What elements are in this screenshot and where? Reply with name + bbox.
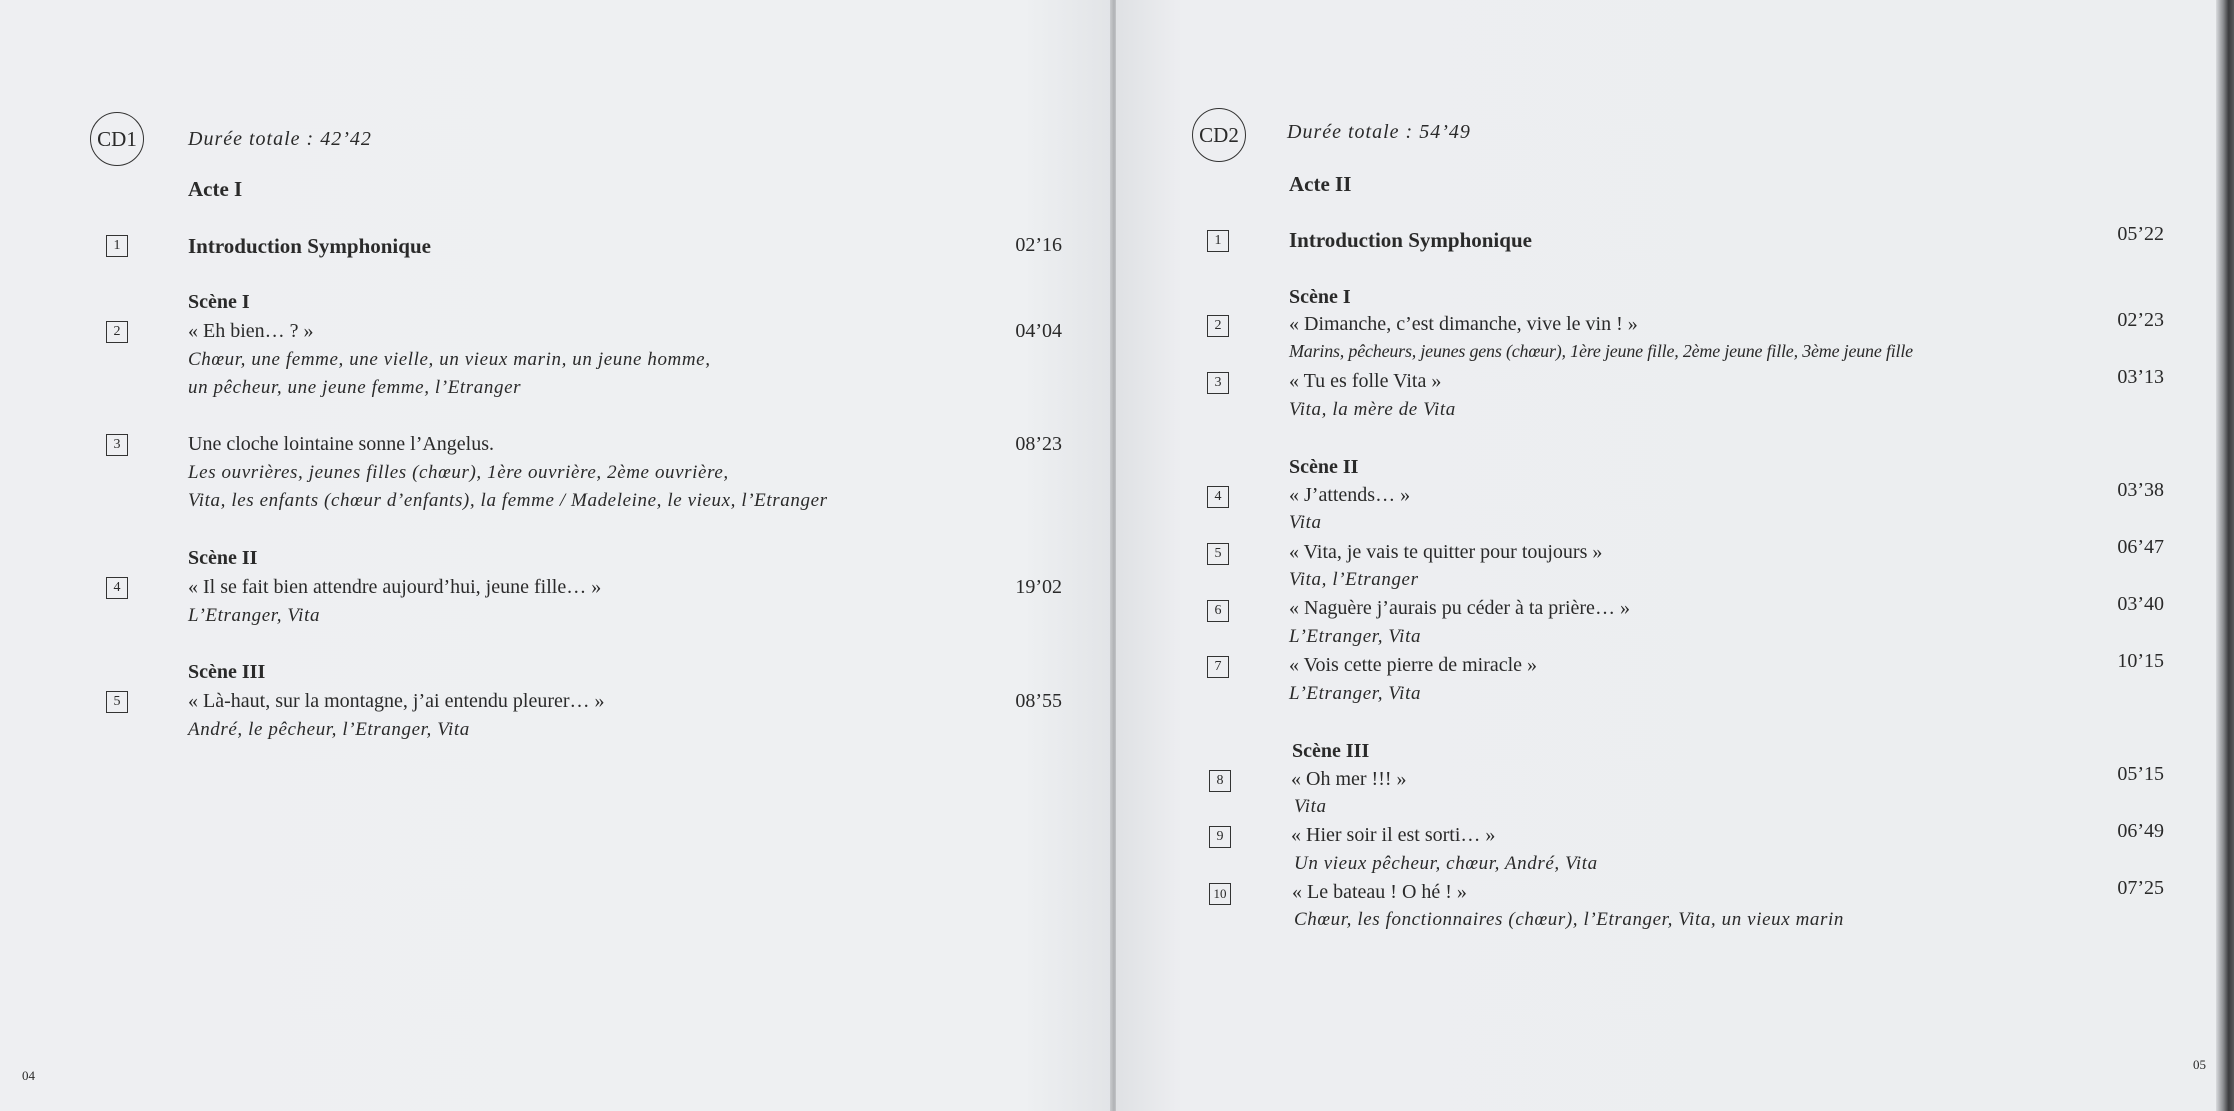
track-title: « Là-haut, sur la montagne, j’ai entendu pleurer… »	[188, 690, 605, 712]
scene-heading: Scène III	[188, 661, 266, 683]
track-title: « Le bateau ! O hé ! »	[1292, 881, 1467, 903]
track-number: 9	[1209, 826, 1231, 848]
page-number: 05	[2193, 1057, 2206, 1072]
track-title: « Dimanche, c’est dimanche, vive le vin ! »	[1289, 313, 1638, 335]
cd1-badge: CD1	[90, 112, 144, 166]
track-time: 03’38	[2117, 479, 2164, 501]
track-time: 02’16	[1015, 234, 1062, 256]
track-cast: L’Etranger, Vita	[188, 605, 321, 626]
track-title: « J’attends… »	[1289, 484, 1411, 506]
track-cast: Chœur, une femme, une vielle, un vieux marin, un jeune homme,	[188, 349, 711, 370]
track-cast: Les ouvrières, jeunes filles (chœur), 1ère ouvrière, 2ème ouvrière,	[188, 462, 729, 483]
track-number: 1	[106, 235, 128, 257]
scene-heading: Scène III	[1292, 740, 1370, 762]
track-number: 4	[106, 577, 128, 599]
track-title: Une cloche lointaine sonne l’Angelus.	[188, 433, 495, 455]
track-cast: André, le pêcheur, l’Etranger, Vita	[188, 719, 470, 740]
page-edge	[2216, 0, 2234, 1111]
track-title: « Oh mer !!! »	[1291, 768, 1407, 790]
track-cast: Marins, pêcheurs, jeunes gens (chœur), 1ère jeune fille, 2ème jeune fille, 3ème jeune fille	[1289, 341, 1913, 361]
track-number: 3	[1207, 372, 1229, 394]
track-time: 03’40	[2117, 593, 2164, 615]
track-time: 06’49	[2117, 820, 2164, 842]
track-title: « Hier soir il est sorti… »	[1291, 824, 1496, 846]
track-time: 04’04	[1015, 320, 1062, 342]
scene-heading: Scène II	[188, 547, 258, 569]
track-cast: Vita	[1294, 796, 1327, 817]
scene-heading: Scène I	[1289, 286, 1351, 308]
track-time: 19’02	[1015, 576, 1062, 598]
track-cast: Vita, l’Etranger	[1289, 569, 1419, 590]
track-cast: Vita	[1289, 512, 1322, 533]
track-time: 08’23	[1015, 433, 1062, 455]
track-cast: L’Etranger, Vita	[1289, 626, 1422, 647]
track-title: « Vita, je vais te quitter pour toujours »	[1289, 541, 1603, 563]
cd2-acte: Acte II	[1289, 172, 1352, 196]
track-title: « Naguère j’aurais pu céder à ta prière… »	[1289, 597, 1630, 619]
cd1-acte: Acte I	[188, 177, 243, 201]
track-number: 7	[1207, 656, 1229, 678]
track-title: Introduction Symphonique	[1289, 228, 1532, 252]
track-title: « Eh bien… ? »	[188, 320, 314, 342]
page-number: 04	[22, 1068, 35, 1083]
track-cast: un pêcheur, une jeune femme, l’Etranger	[188, 377, 522, 398]
track-time: 06’47	[2117, 536, 2164, 558]
track-number: 6	[1207, 600, 1229, 622]
track-number: 8	[1209, 770, 1231, 792]
track-cast: Vita, la mère de Vita	[1289, 399, 1456, 420]
cd2-duration: Durée totale : 54’49	[1287, 121, 1471, 143]
cd1-duration: Durée totale : 42’42	[188, 128, 372, 150]
scene-heading: Scène II	[1289, 456, 1359, 478]
track-time: 08’55	[1015, 690, 1062, 712]
track-number: 10	[1209, 883, 1231, 905]
track-time: 05’15	[2117, 763, 2164, 785]
track-time: 10’15	[2117, 650, 2164, 672]
cd2-badge: CD2	[1192, 108, 1246, 162]
right-page	[1116, 0, 2216, 1111]
track-cast: L’Etranger, Vita	[1289, 683, 1422, 704]
track-number: 1	[1207, 230, 1229, 252]
track-number: 3	[106, 434, 128, 456]
track-cast: Vita, les enfants (chœur d’enfants), la femme / Madeleine, le vieux, l’Etranger	[188, 490, 828, 511]
track-time: 07’25	[2117, 877, 2164, 899]
track-title: « Il se fait bien attendre aujourd’hui, jeune fille… »	[188, 576, 602, 598]
track-title: Introduction Symphonique	[188, 234, 431, 258]
track-time: 03’13	[2117, 366, 2164, 388]
track-number: 5	[106, 691, 128, 713]
track-number: 2	[106, 321, 128, 343]
track-title: « Tu es folle Vita »	[1289, 370, 1442, 392]
track-time: 02’23	[2117, 309, 2164, 331]
track-time: 05’22	[2117, 223, 2164, 245]
track-cast: Un vieux pêcheur, chœur, André, Vita	[1294, 853, 1598, 874]
scene-heading: Scène I	[188, 291, 250, 313]
track-cast: Chœur, les fonctionnaires (chœur), l’Etranger, Vita, un vieux marin	[1294, 909, 1844, 930]
track-number: 2	[1207, 315, 1229, 337]
track-number: 4	[1207, 486, 1229, 508]
left-page	[0, 0, 1112, 1111]
track-title: « Vois cette pierre de miracle »	[1289, 654, 1538, 676]
track-number: 5	[1207, 543, 1229, 565]
